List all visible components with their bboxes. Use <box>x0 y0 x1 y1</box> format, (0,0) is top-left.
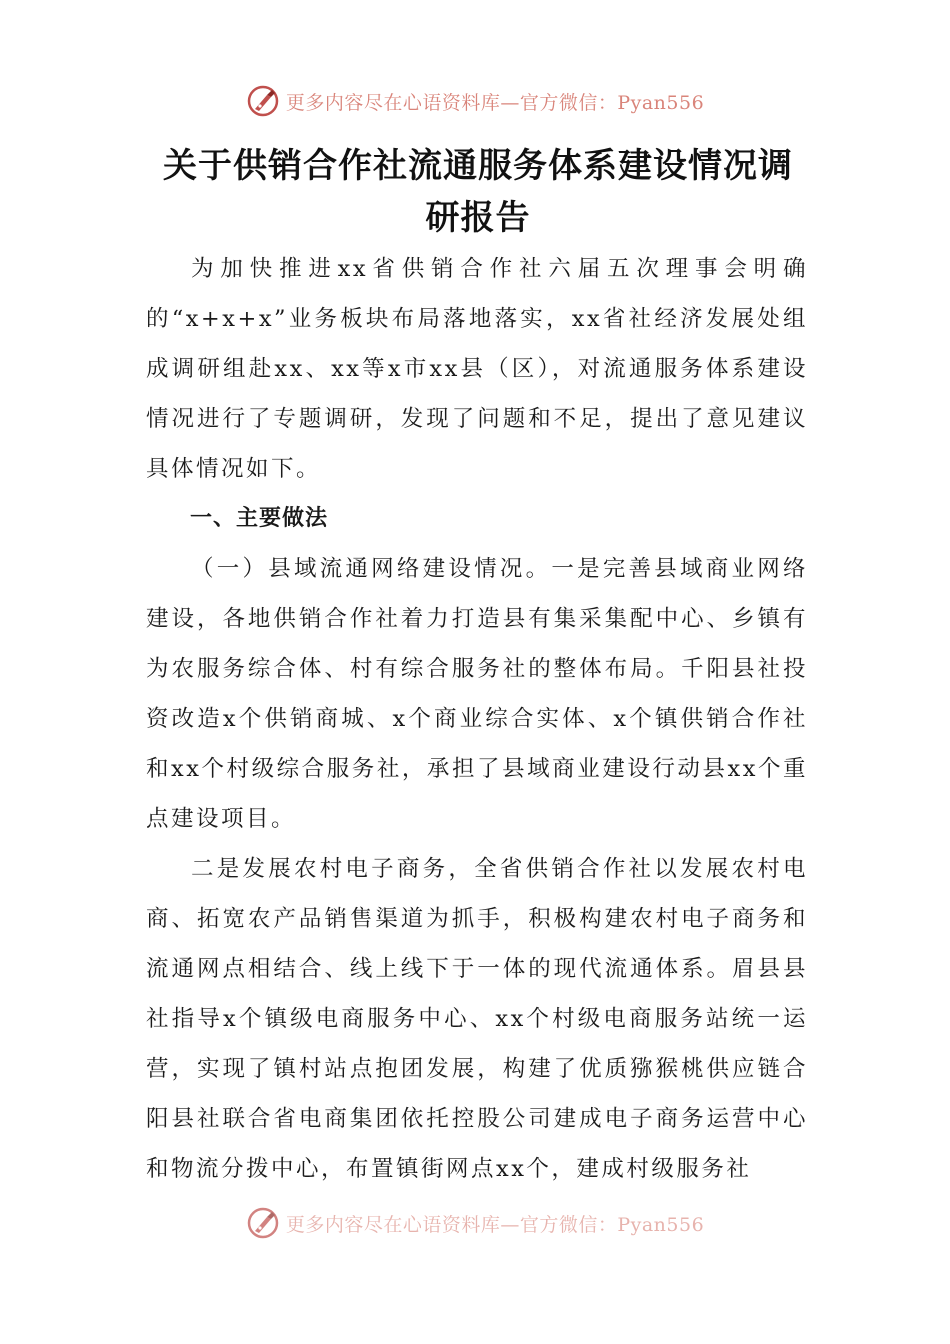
watermark-footer <box>0 1206 950 1240</box>
document-title: 关于供销合作社流通服务体系建设情况调研报告 <box>163 146 793 238</box>
watermark-text: 更多内容尽在心语资料库—官方微信：Pyan556 <box>285 91 705 114</box>
section-heading: 一、主要做法 <box>190 506 329 531</box>
pen-nib-icon <box>246 1206 280 1240</box>
intro-paragraph: 为加快推进xx省供销合作社六届五次理事会明确的“x+x+x”业务板块布局落地落实，xx省社经济发展处组成调研组赴xx、xx等x市xx县（区），对流通服务体系建设情况进行了专题调研，发现了问题和不足，提出了意见建议具体情况如下。 <box>146 256 808 482</box>
document-body <box>146 244 808 1194</box>
pen-nib-icon <box>246 84 280 118</box>
body-paragraph: 二是发展农村电子商务，全省供销合作社以发展农村电商、拓宽农产品销售渠道为抓手，积极构建农村电子商务和流通网点相结合、线上线下于一体的现代流通体系。眉县县社指导x个镇级电商服务中心、xx个村级电商服务站统一运营，实现了镇村站点抱团发展，构建了优质猕猴桃供应链合阳县社联合省电商集团依托控股公司建成电子商务运营中心和物流分拨中心，布置镇街网点xx个，建成村级服务社 <box>146 856 808 1182</box>
watermark-header <box>0 84 950 118</box>
body-paragraph: （一）县域流通网络建设情况。一是完善县域商业网络建设，各地供销合作社着力打造县有集采集配中心、乡镇有为农服务综合体、村有综合服务社的整体布局。千阳县社投资改造x个供销商城、x个商业综合实体、x个镇供销合作社和xx个村级综合服务社，承担了县域商业建设行动县xx个重点建设项目。 <box>146 556 808 832</box>
watermark-text: 更多内容尽在心语资料库—官方微信：Pyan556 <box>285 1213 705 1236</box>
